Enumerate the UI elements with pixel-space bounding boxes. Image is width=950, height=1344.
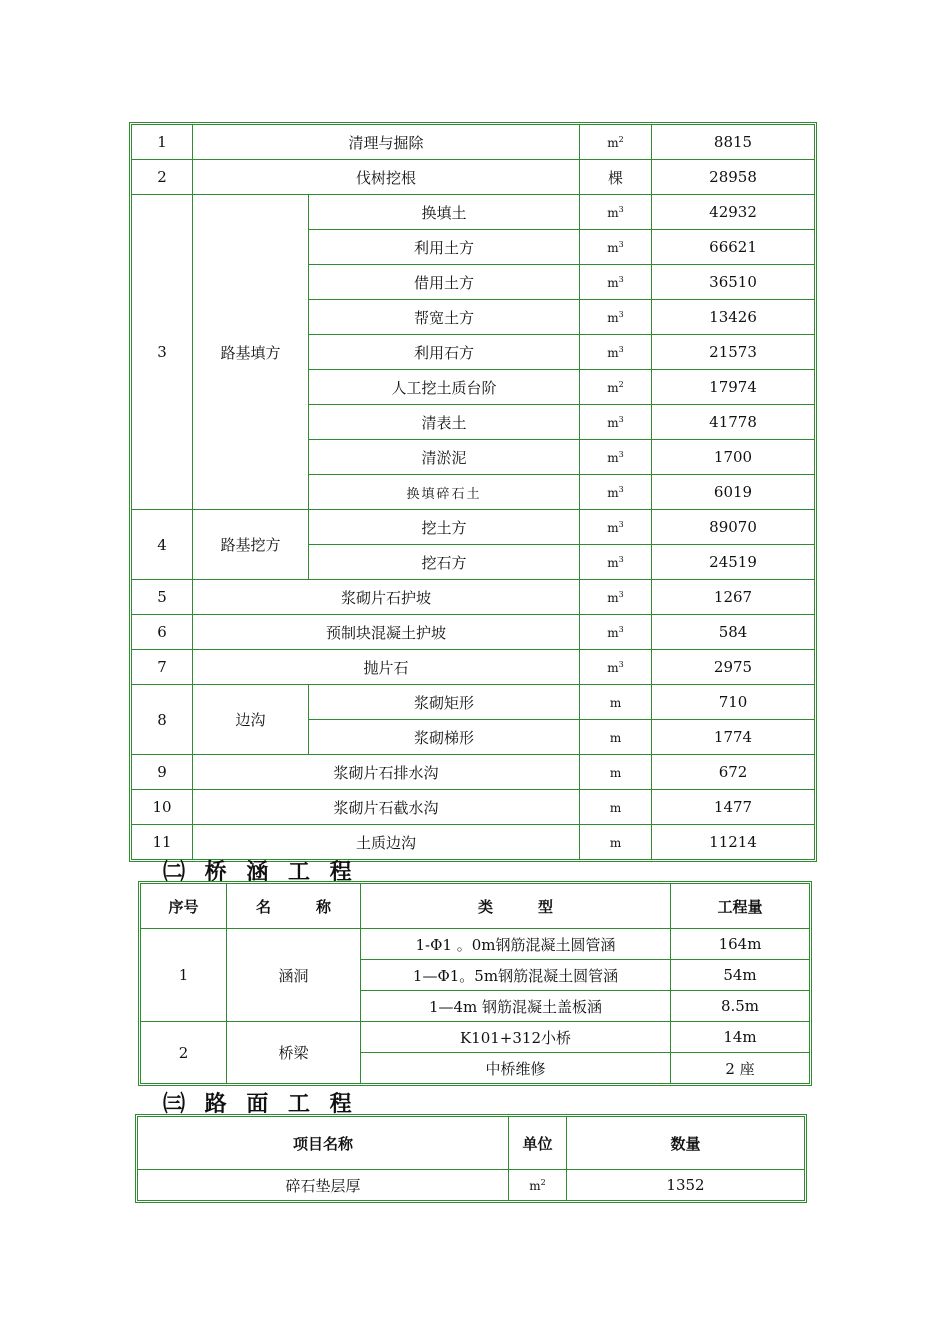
table-row [132, 615, 815, 650]
item-type: 1—4m 钢筋混凝土盖板涵 [361, 991, 671, 1022]
row-number: 5 [132, 580, 193, 615]
item-name: 碎石垫层厚 [138, 1170, 509, 1201]
table-row [132, 650, 815, 685]
item-unit [580, 335, 652, 370]
item-unit [580, 685, 652, 720]
table-row [132, 125, 815, 160]
item-unit [580, 720, 652, 755]
item-name: 抛片石 [193, 650, 580, 685]
item-quantity: 11214 [652, 825, 815, 860]
table-row [132, 790, 815, 825]
item-name: 挖石方 [309, 545, 580, 580]
unit-symbol: m [607, 135, 619, 150]
unit-symbol: m [607, 555, 619, 570]
unit-symbol: m [607, 275, 619, 290]
unit-symbol: m [529, 1178, 541, 1193]
roadbed-quantity-table [131, 124, 815, 860]
row-number: 11 [132, 825, 193, 860]
item-quantity: 54m [671, 960, 810, 991]
bridge-culvert-table [140, 883, 810, 1084]
header-unit: 单位 [509, 1117, 567, 1170]
unit-symbol: m [607, 660, 619, 675]
unit-symbol: m [607, 310, 619, 325]
item-name: 浆砌片石排水沟 [193, 755, 580, 790]
unit-exponent: 3 [618, 414, 624, 424]
table-row [132, 755, 815, 790]
item-quantity: 24519 [652, 545, 815, 580]
item-unit [580, 230, 652, 265]
unit-exponent: 3 [618, 519, 624, 529]
unit-exponent: 3 [618, 309, 624, 319]
item-quantity: 13426 [652, 300, 815, 335]
item-name: 浆砌片石护坡 [193, 580, 580, 615]
item-name: 挖土方 [309, 510, 580, 545]
header-item-name: 项目名称 [138, 1117, 509, 1170]
unit-exponent: 3 [618, 344, 624, 354]
header-type: 类 型 [361, 884, 671, 929]
row-number: 1 [132, 125, 193, 160]
unit-symbol: m [609, 800, 622, 815]
unit-exponent: 3 [618, 484, 624, 494]
unit-exponent: 2 [540, 1177, 546, 1187]
item-unit [580, 615, 652, 650]
item-unit [580, 650, 652, 685]
item-name: 浆砌矩形 [309, 685, 580, 720]
item-quantity: 28958 [652, 160, 815, 195]
table-row [132, 510, 815, 545]
unit-exponent: 3 [618, 274, 624, 284]
table-row [141, 1022, 810, 1053]
item-quantity: 584 [652, 615, 815, 650]
unit-exponent: 3 [618, 554, 624, 564]
item-quantity: 1700 [652, 440, 815, 475]
unit-symbol: m [607, 590, 619, 605]
item-quantity: 1352 [567, 1170, 805, 1201]
item-quantity: 2975 [652, 650, 815, 685]
unit-symbol: m [607, 520, 619, 535]
item-unit [580, 370, 652, 405]
item-type: K101+312小桥 [361, 1022, 671, 1053]
header-name: 名 称 [227, 884, 361, 929]
item-name: 清淤泥 [309, 440, 580, 475]
unit-symbol: m [607, 625, 619, 640]
item-quantity: 1267 [652, 580, 815, 615]
unit-symbol: m [609, 765, 622, 780]
item-name: 预制块混凝土护坡 [193, 615, 580, 650]
item-name: 利用土方 [309, 230, 580, 265]
unit-exponent: 2 [618, 134, 624, 144]
unit-symbol: m [607, 485, 619, 500]
row-number: 6 [132, 615, 193, 650]
table-row [132, 160, 815, 195]
table-row [132, 685, 815, 720]
unit-symbol: m [607, 450, 619, 465]
header-quantity: 数量 [567, 1117, 805, 1170]
pavement-table [137, 1116, 805, 1201]
row-number: 10 [132, 790, 193, 825]
unit-symbol: m [607, 380, 619, 395]
header-qty: 工程量 [671, 884, 810, 929]
row-number: 4 [132, 510, 193, 580]
item-quantity: 21573 [652, 335, 815, 370]
item-quantity: 2 座 [671, 1053, 810, 1084]
row-number: 3 [132, 195, 193, 510]
group-name: 桥梁 [227, 1022, 361, 1084]
unit-symbol: m [609, 835, 622, 850]
item-unit [580, 405, 652, 440]
unit-symbol: m [609, 695, 622, 710]
group-name: 路基挖方 [193, 510, 309, 580]
item-unit [580, 195, 652, 230]
item-quantity: 66621 [652, 230, 815, 265]
item-unit: 棵 [580, 160, 652, 195]
item-name: 换填土 [309, 195, 580, 230]
item-name: 浆砌梯形 [309, 720, 580, 755]
row-number: 7 [132, 650, 193, 685]
group-name: 边沟 [193, 685, 309, 755]
row-number: 9 [132, 755, 193, 790]
item-quantity: 164m [671, 929, 810, 960]
item-name: 人工挖土质台阶 [309, 370, 580, 405]
item-unit [580, 790, 652, 825]
header-no: 序号 [141, 884, 227, 929]
item-unit [580, 300, 652, 335]
bridge-section-title: ㈡ 桥 涵 工 程 [163, 860, 358, 885]
item-quantity: 8815 [652, 125, 815, 160]
unit-symbol: m [607, 345, 619, 360]
item-unit [580, 580, 652, 615]
row-number: 2 [132, 160, 193, 195]
item-quantity: 42932 [652, 195, 815, 230]
row-number: 8 [132, 685, 193, 755]
item-unit [580, 265, 652, 300]
item-unit [580, 825, 652, 860]
item-name: 土质边沟 [193, 825, 580, 860]
item-name: 借用土方 [309, 265, 580, 300]
item-name: 换填碎石土 [309, 475, 580, 510]
item-unit [509, 1170, 567, 1201]
unit-exponent: 3 [618, 449, 624, 459]
unit-exponent: 2 [618, 379, 624, 389]
item-name: 清理与掘除 [193, 125, 580, 160]
item-quantity: 17974 [652, 370, 815, 405]
item-quantity: 8.5m [671, 991, 810, 1022]
table-row [138, 1170, 805, 1201]
unit-symbol: m [607, 205, 619, 220]
item-quantity: 672 [652, 755, 815, 790]
table-row [132, 580, 815, 615]
unit-symbol: m [607, 415, 619, 430]
item-quantity: 1774 [652, 720, 815, 755]
item-name: 浆砌片石截水沟 [193, 790, 580, 825]
item-type: 1—Φ1。5m钢筋混凝土圆管涵 [361, 960, 671, 991]
item-quantity: 41778 [652, 405, 815, 440]
item-name: 清表土 [309, 405, 580, 440]
item-unit [580, 545, 652, 580]
item-type: 中桥维修 [361, 1053, 671, 1084]
item-name: 利用石方 [309, 335, 580, 370]
item-unit [580, 125, 652, 160]
item-name: 帮宽土方 [309, 300, 580, 335]
item-quantity: 1477 [652, 790, 815, 825]
item-quantity: 36510 [652, 265, 815, 300]
unit-exponent: 3 [618, 624, 624, 634]
unit-symbol: m [607, 240, 619, 255]
item-quantity: 6019 [652, 475, 815, 510]
item-name: 伐树挖根 [193, 160, 580, 195]
unit-exponent: 3 [618, 239, 624, 249]
pavement-section-title: ㈢ 路 面 工 程 [163, 1092, 358, 1117]
row-number: 1 [141, 929, 227, 1022]
unit-symbol: m [609, 730, 622, 745]
row-number: 2 [141, 1022, 227, 1084]
item-quantity: 89070 [652, 510, 815, 545]
unit-exponent: 3 [618, 659, 624, 669]
item-unit [580, 475, 652, 510]
unit-exponent: 3 [618, 589, 624, 599]
item-unit [580, 440, 652, 475]
item-unit [580, 510, 652, 545]
item-unit [580, 755, 652, 790]
item-quantity: 710 [652, 685, 815, 720]
table-row [141, 929, 810, 960]
unit-exponent: 3 [618, 204, 624, 214]
group-name: 涵洞 [227, 929, 361, 1022]
item-type: 1-Φ1 。0m钢筋混凝土圆管涵 [361, 929, 671, 960]
group-name: 路基填方 [193, 195, 309, 510]
item-quantity: 14m [671, 1022, 810, 1053]
table-row [132, 195, 815, 230]
